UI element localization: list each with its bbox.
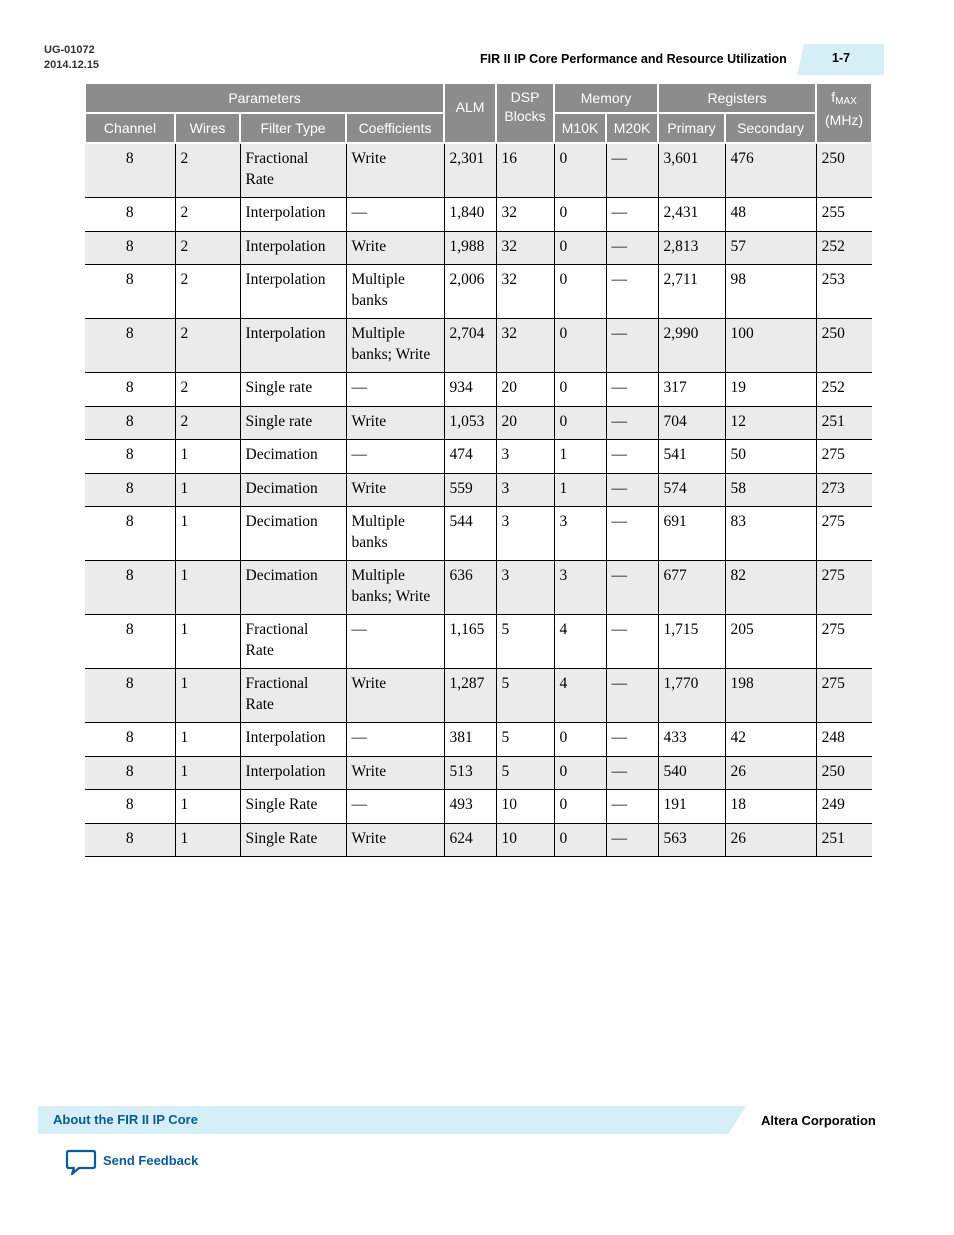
table-row (85, 823, 872, 857)
cell-alm: 1,053 (444, 406, 496, 440)
cell-dsp: 3 (496, 440, 554, 474)
cell-filter-type: Single rate (240, 406, 346, 440)
cell-secondary: 98 (725, 265, 816, 319)
cell-fmax: 251 (816, 406, 872, 440)
cell-channel: 8 (85, 473, 175, 507)
cell-alm: 624 (444, 823, 496, 857)
cell-primary: 1,770 (658, 669, 725, 723)
cell-secondary: 82 (725, 561, 816, 615)
cell-alm: 2,301 (444, 143, 496, 198)
table-row (85, 143, 872, 198)
filter-type-header: Filter Type (240, 113, 346, 143)
table-row (85, 231, 872, 265)
cell-m20k: — (606, 823, 658, 857)
cell-filter-type: Interpolation (240, 319, 346, 373)
cell-m20k: — (606, 615, 658, 669)
cell-fmax: 250 (816, 143, 872, 198)
m20k-header: M20K (606, 113, 658, 143)
cell-wires: 2 (175, 373, 240, 407)
cell-wires: 2 (175, 231, 240, 265)
cell-fmax: 252 (816, 373, 872, 407)
cell-m10k: 1 (554, 440, 606, 474)
cell-m20k: — (606, 143, 658, 198)
cell-dsp: 10 (496, 823, 554, 857)
cell-filter-type: Interpolation (240, 198, 346, 232)
cell-m10k: 4 (554, 615, 606, 669)
cell-coefficients: Write (346, 756, 444, 790)
cell-coefficients: Multiple banks (346, 507, 444, 561)
registers-header: Registers (658, 84, 816, 113)
cell-dsp: 3 (496, 473, 554, 507)
cell-m20k: — (606, 473, 658, 507)
cell-m10k: 1 (554, 473, 606, 507)
cell-alm: 1,165 (444, 615, 496, 669)
cell-dsp: 32 (496, 198, 554, 232)
cell-wires: 1 (175, 615, 240, 669)
cell-m20k: — (606, 198, 658, 232)
table-row (85, 669, 872, 723)
cell-dsp: 5 (496, 669, 554, 723)
table-row (85, 473, 872, 507)
cell-primary: 433 (658, 723, 725, 757)
cell-secondary: 19 (725, 373, 816, 407)
cell-m20k: — (606, 319, 658, 373)
cell-fmax: 275 (816, 561, 872, 615)
cell-coefficients: Write (346, 823, 444, 857)
cell-secondary: 50 (725, 440, 816, 474)
cell-secondary: 26 (725, 756, 816, 790)
cell-alm: 1,988 (444, 231, 496, 265)
table-row (85, 507, 872, 561)
cell-fmax: 248 (816, 723, 872, 757)
cell-wires: 2 (175, 143, 240, 198)
cell-m10k: 0 (554, 406, 606, 440)
cell-fmax: 273 (816, 473, 872, 507)
cell-alm: 493 (444, 790, 496, 824)
table-row (85, 723, 872, 757)
cell-channel: 8 (85, 319, 175, 373)
cell-channel: 8 (85, 823, 175, 857)
cell-alm: 636 (444, 561, 496, 615)
cell-primary: 317 (658, 373, 725, 407)
cell-primary: 691 (658, 507, 725, 561)
cell-primary: 2,431 (658, 198, 725, 232)
cell-filter-type: Interpolation (240, 756, 346, 790)
cell-alm: 2,006 (444, 265, 496, 319)
alm-header-label: ALM (455, 99, 485, 115)
cell-alm: 544 (444, 507, 496, 561)
send-feedback-link[interactable]: Send Feedback (103, 1153, 199, 1168)
cell-m10k: 0 (554, 723, 606, 757)
cell-coefficients: Multiple banks; Write (346, 319, 444, 373)
dsp-header-line1: DSP (510, 89, 540, 105)
cell-wires: 1 (175, 823, 240, 857)
cell-filter-type: Interpolation (240, 265, 346, 319)
cell-primary: 677 (658, 561, 725, 615)
cell-wires: 2 (175, 319, 240, 373)
cell-primary: 2,813 (658, 231, 725, 265)
cell-channel: 8 (85, 406, 175, 440)
cell-m10k: 4 (554, 669, 606, 723)
cell-coefficients: Write (346, 669, 444, 723)
document-date: 2014.12.15 (44, 59, 100, 71)
cell-wires: 1 (175, 756, 240, 790)
cell-coefficients: Write (346, 406, 444, 440)
cell-m20k: — (606, 723, 658, 757)
cell-fmax: 250 (816, 756, 872, 790)
cell-dsp: 5 (496, 756, 554, 790)
cell-m20k: — (606, 669, 658, 723)
cell-wires: 2 (175, 265, 240, 319)
cell-fmax: 252 (816, 231, 872, 265)
fmax-header-f: f (831, 89, 836, 105)
cell-filter-type: Single Rate (240, 790, 346, 824)
table-row (85, 265, 872, 319)
cell-wires: 1 (175, 669, 240, 723)
table-body (85, 143, 872, 857)
cell-secondary: 12 (725, 406, 816, 440)
cell-secondary: 18 (725, 790, 816, 824)
cell-wires: 1 (175, 790, 240, 824)
cell-wires: 1 (175, 440, 240, 474)
channel-header: Channel (85, 113, 175, 143)
cell-secondary: 58 (725, 473, 816, 507)
secondary-header: Secondary (725, 113, 816, 143)
cell-m20k: — (606, 756, 658, 790)
memory-header: Memory (554, 84, 658, 113)
cell-m10k: 0 (554, 823, 606, 857)
cell-primary: 704 (658, 406, 725, 440)
cell-alm: 559 (444, 473, 496, 507)
cell-channel: 8 (85, 723, 175, 757)
dsp-header-line2: Blocks (504, 108, 546, 124)
page-number: 1-7 (832, 51, 851, 65)
cell-filter-type: Interpolation (240, 723, 346, 757)
cell-primary: 563 (658, 823, 725, 857)
cell-alm: 381 (444, 723, 496, 757)
cell-coefficients: — (346, 440, 444, 474)
table-row (85, 756, 872, 790)
cell-m10k: 0 (554, 756, 606, 790)
cell-coefficients: Write (346, 231, 444, 265)
wires-header: Wires (175, 113, 240, 143)
cell-dsp: 10 (496, 790, 554, 824)
cell-m20k: — (606, 561, 658, 615)
cell-dsp: 3 (496, 561, 554, 615)
cell-wires: 1 (175, 473, 240, 507)
cell-filter-type: Decimation (240, 473, 346, 507)
cell-m20k: — (606, 231, 658, 265)
cell-primary: 541 (658, 440, 725, 474)
cell-fmax: 249 (816, 790, 872, 824)
cell-m20k: — (606, 440, 658, 474)
fmax-header-unit: (MHz) (825, 112, 864, 128)
cell-fmax: 275 (816, 615, 872, 669)
cell-coefficients: Write (346, 473, 444, 507)
cell-m10k: 3 (554, 561, 606, 615)
cell-channel: 8 (85, 615, 175, 669)
cell-coefficients: Write (346, 143, 444, 198)
cell-fmax: 275 (816, 669, 872, 723)
cell-wires: 1 (175, 723, 240, 757)
table-row (85, 440, 872, 474)
cell-filter-type: Fractional Rate (240, 669, 346, 723)
cell-alm: 474 (444, 440, 496, 474)
cell-dsp: 5 (496, 723, 554, 757)
cell-fmax: 253 (816, 265, 872, 319)
cell-channel: 8 (85, 561, 175, 615)
table-row (85, 790, 872, 824)
cell-dsp: 20 (496, 406, 554, 440)
cell-filter-type: Interpolation (240, 231, 346, 265)
cell-primary: 2,711 (658, 265, 725, 319)
cell-dsp: 32 (496, 319, 554, 373)
cell-alm: 1,287 (444, 669, 496, 723)
cell-wires: 2 (175, 406, 240, 440)
table-row (85, 615, 872, 669)
primary-header: Primary (658, 113, 725, 143)
cell-secondary: 42 (725, 723, 816, 757)
cell-m10k: 0 (554, 790, 606, 824)
cell-fmax: 250 (816, 319, 872, 373)
cell-dsp: 3 (496, 507, 554, 561)
running-header-title: FIR II IP Core Performance and Resource Utilization (480, 52, 787, 66)
cell-channel: 8 (85, 231, 175, 265)
cell-secondary: 83 (725, 507, 816, 561)
cell-channel: 8 (85, 756, 175, 790)
cell-filter-type: Decimation (240, 507, 346, 561)
cell-channel: 8 (85, 507, 175, 561)
cell-filter-type: Fractional Rate (240, 615, 346, 669)
cell-dsp: 16 (496, 143, 554, 198)
cell-m20k: — (606, 406, 658, 440)
section-link[interactable]: About the FIR II IP Core (53, 1112, 198, 1127)
cell-alm: 934 (444, 373, 496, 407)
cell-fmax: 275 (816, 507, 872, 561)
cell-m20k: — (606, 373, 658, 407)
company-name: Altera Corporation (761, 1113, 876, 1128)
performance-table (84, 84, 873, 857)
cell-coefficients: — (346, 373, 444, 407)
table-row (85, 198, 872, 232)
cell-channel: 8 (85, 440, 175, 474)
cell-secondary: 57 (725, 231, 816, 265)
dsp-blocks-header (496, 84, 554, 143)
cell-wires: 1 (175, 561, 240, 615)
cell-channel: 8 (85, 265, 175, 319)
cell-coefficients: Multiple banks; Write (346, 561, 444, 615)
speech-bubble-icon[interactable] (65, 1149, 97, 1177)
cell-filter-type: Single rate (240, 373, 346, 407)
cell-fmax: 275 (816, 440, 872, 474)
cell-secondary: 48 (725, 198, 816, 232)
alm-header (444, 84, 496, 143)
cell-coefficients: — (346, 723, 444, 757)
cell-secondary: 205 (725, 615, 816, 669)
cell-coefficients: — (346, 198, 444, 232)
cell-secondary: 476 (725, 143, 816, 198)
cell-fmax: 251 (816, 823, 872, 857)
cell-filter-type: Single Rate (240, 823, 346, 857)
cell-m20k: — (606, 790, 658, 824)
table-row (85, 319, 872, 373)
cell-primary: 2,990 (658, 319, 725, 373)
cell-wires: 1 (175, 507, 240, 561)
cell-m10k: 0 (554, 231, 606, 265)
cell-filter-type: Decimation (240, 561, 346, 615)
coefficients-header: Coefficients (346, 113, 444, 143)
cell-m10k: 0 (554, 198, 606, 232)
cell-alm: 2,704 (444, 319, 496, 373)
table-row (85, 406, 872, 440)
cell-dsp: 32 (496, 265, 554, 319)
cell-channel: 8 (85, 790, 175, 824)
cell-filter-type: Fractional Rate (240, 143, 346, 198)
cell-dsp: 20 (496, 373, 554, 407)
cell-primary: 574 (658, 473, 725, 507)
cell-secondary: 100 (725, 319, 816, 373)
cell-coefficients: — (346, 615, 444, 669)
cell-m10k: 3 (554, 507, 606, 561)
m10k-header: M10K (554, 113, 606, 143)
cell-alm: 1,840 (444, 198, 496, 232)
cell-m20k: — (606, 265, 658, 319)
cell-primary: 540 (658, 756, 725, 790)
document-id-block (44, 43, 99, 73)
cell-dsp: 32 (496, 231, 554, 265)
cell-channel: 8 (85, 373, 175, 407)
cell-filter-type: Decimation (240, 440, 346, 474)
cell-coefficients: — (346, 790, 444, 824)
cell-m20k: — (606, 507, 658, 561)
table-row (85, 373, 872, 407)
cell-m10k: 0 (554, 373, 606, 407)
fmax-header-sub: MAX (835, 96, 857, 107)
cell-primary: 191 (658, 790, 725, 824)
fmax-header (816, 84, 872, 143)
cell-alm: 513 (444, 756, 496, 790)
table-row (85, 561, 872, 615)
cell-m10k: 0 (554, 265, 606, 319)
document-id: UG-01072 (44, 44, 95, 56)
cell-coefficients: Multiple banks (346, 265, 444, 319)
cell-channel: 8 (85, 198, 175, 232)
cell-m10k: 0 (554, 143, 606, 198)
cell-secondary: 26 (725, 823, 816, 857)
cell-channel: 8 (85, 669, 175, 723)
cell-secondary: 198 (725, 669, 816, 723)
cell-fmax: 255 (816, 198, 872, 232)
cell-wires: 2 (175, 198, 240, 232)
cell-primary: 3,601 (658, 143, 725, 198)
cell-m10k: 0 (554, 319, 606, 373)
cell-channel: 8 (85, 143, 175, 198)
parameters-header: Parameters (85, 84, 444, 113)
cell-primary: 1,715 (658, 615, 725, 669)
cell-dsp: 5 (496, 615, 554, 669)
